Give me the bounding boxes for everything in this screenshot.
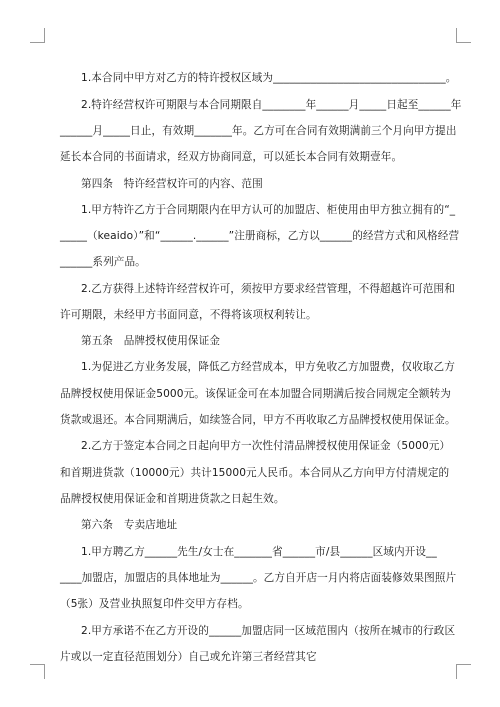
paragraph-line: 和首期进货款（10000元）共计15000元人民币。本合同从乙方向甲方付清规定的 (60, 467, 450, 479)
section-heading: 第六条 专卖店地址 (81, 519, 178, 531)
paragraph-line: 1.本合同中甲方对乙方的特许授权区域为________________________________。 (81, 72, 457, 84)
paragraph-line: 片或以一定直径范围划分）自己或允许第三者经营其它 (60, 651, 317, 663)
section-heading: 第四条 特许经营权许可的内容、范围 (81, 178, 263, 190)
paragraph-line: 2.特许经营权许可期限与本合同期限自________年______月_____日起至______年 (81, 99, 462, 111)
paragraph-line: （5张）及营业执照复印件交甲方存档。 (60, 598, 249, 610)
paragraph-line: 1.甲方聘乙方______先生/女士在_______省______市/县______区域内开设__ (81, 546, 437, 558)
paragraph-line: 品牌授权使用保证金5000元。该保证金可在本加盟合同期满后按合同规定全额转为 (60, 388, 451, 400)
crop-mark-top-right (456, 28, 471, 43)
paragraph-line: 延长本合同的书面请求，经双方协商同意，可以延长本合同有效期壹年。 (60, 151, 403, 163)
paragraph-line: _____（keaido）”和“______.______”注册商标，乙方以______的经营方式和风格经营 (60, 230, 460, 242)
paragraph-line: 2.乙方于签定本合同之日起向甲方一次性付清品牌授权使用保证金（5000元） (81, 440, 451, 452)
paragraph-line: 2.甲方承诺不在乙方开设的______加盟店同一区域范围内（按所在城市的行政区 (81, 625, 456, 637)
crop-mark-bottom-right (456, 664, 471, 679)
paragraph-line: ______月_____日止，有效期_______年。乙方可在合同有效期满前三个月向甲方提出 (60, 125, 457, 137)
paragraph-line: ______系列产品。 (60, 256, 146, 268)
section-heading: 第五条 品牌授权使用保证金 (81, 335, 221, 347)
paragraph-line: 1.为促进乙方业务发展，降低乙方经营成本，甲方免收乙方加盟费，仅收取乙方 (81, 361, 455, 373)
paragraph-line: ____加盟店，加盟店的具体地址为______。乙方自开店一月内将店面装修效果图照片 (60, 572, 457, 584)
crop-mark-top-left (30, 28, 45, 43)
paragraph-line: 品牌授权使用保证金和首期进货款之日起生效。 (60, 493, 285, 505)
crop-mark-bottom-left (30, 664, 45, 679)
paragraph-line: 货款或退还。本合同期满后，如续签合同，甲方不再收取乙方品牌授权使用保证金。 (60, 414, 456, 426)
paragraph-line: 1.甲方特许乙方于合同期限内在甲方认可的加盟店、柜使用由甲方独立拥有的“_ (81, 204, 456, 216)
paragraph-line: 2.乙方获得上述特许经营权许可，须按甲方要求经营管理，不得超越许可范围和 (81, 283, 455, 295)
paragraph-line: 许可期限，未经甲方书面同意，不得将该项权利转让。 (60, 309, 317, 321)
